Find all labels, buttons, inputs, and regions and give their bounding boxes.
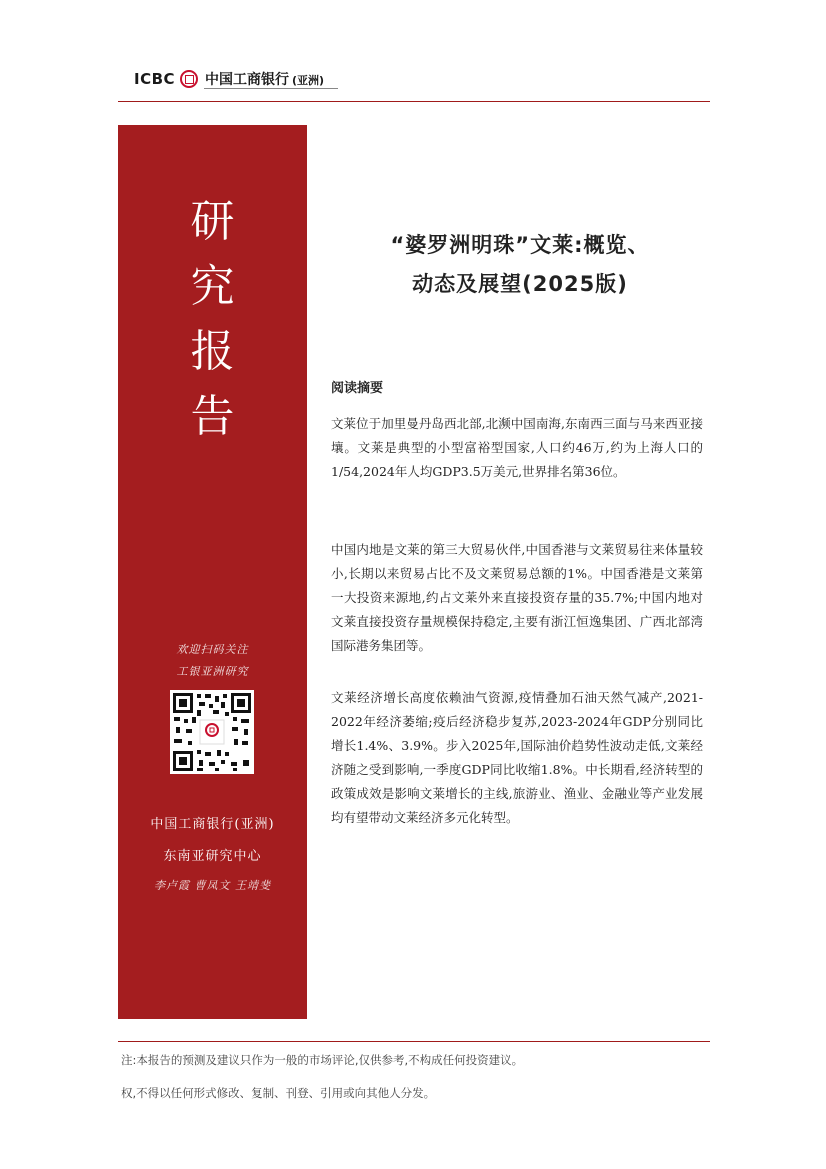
- bank-name-suffix: (亚洲): [292, 74, 325, 87]
- header-divider: [118, 101, 710, 102]
- bank-name-main: 中国工商银行: [205, 72, 290, 88]
- abstract-heading: 阅读摘要: [331, 381, 384, 396]
- qr-code-icon: [170, 690, 254, 774]
- report-title-char-4: 告: [190, 391, 235, 442]
- footer-divider: [118, 1041, 710, 1042]
- follow-text-line2: 工银亚洲研究: [176, 665, 249, 678]
- report-title-char-1: 研: [190, 196, 235, 247]
- authors: 李卢霞 曹凤文 王靖斐: [154, 879, 271, 892]
- icbc-logo: [134, 69, 324, 89]
- disclaimer-note-1: 注:本报告的预测及建议只作为一般的市场评论,仅供参考,不构成任何投资建议。: [121, 1053, 524, 1067]
- document-title-line1: “婆罗洲明珠”文莱:概览、: [390, 233, 650, 257]
- sidebar-panel: [118, 125, 307, 1019]
- bank-name: [205, 69, 324, 89]
- report-title-char-2: 究: [190, 261, 235, 312]
- document-title-line2: 动态及展望(2025版): [412, 272, 628, 296]
- logo-text: ICBC: [134, 70, 176, 88]
- page-header: [118, 66, 710, 102]
- report-title-char-3: 报: [190, 326, 235, 377]
- org-name-line1: 中国工商银行(亚洲): [150, 817, 275, 832]
- follow-text-line1: 欢迎扫码关注: [176, 643, 249, 656]
- disclaimer-note-2: 权,不得以任何形式修改、复制、刊登、引用或向其他人分发。: [121, 1086, 436, 1100]
- abstract-paragraph-2: 中国内地是文莱的第三大贸易伙伴,中国香港与文莱贸易往来体量较小,长期以来贸易占比不及文莱贸易总额的1%。中国香港是文莱第一大投资来源地,约占文莱外来直接投资存量的35.7%;中国内地对文莱直接投资存量规模保持稳定,主要有浙江恒逸集团、广西北部湾国际港务集团等。: [331, 542, 703, 653]
- abstract-paragraph-3: 文莱经济增长高度依赖油气资源,疫情叠加石油天然气减产,2021-2022年经济萎缩;疫后经济稳步复苏,2023-2024年GDP分别同比增长1.4%、3.9%。步入2025年,国际油价趋势性波动走低,文莱经济随之受到影响,一季度GDP同比收缩1.8%。中长期看,经济转型的政策成效是影响文莱增长的主线,旅游业、渔业、金融业等产业发展均有望带动文莱经济多元化转型。: [331, 690, 703, 825]
- icbc-logo-icon: [180, 70, 198, 88]
- logo-underline: [204, 88, 338, 89]
- abstract-paragraph-1: 文莱位于加里曼丹岛西北部,北濒中国南海,东南西三面与马来西亚接壤。文莱是典型的小型富裕型国家,人口约46万,约为上海人口的1/54,2024年人均GDP3.5万美元,世界排名第36位。: [331, 416, 703, 479]
- org-name-line2: 东南亚研究中心: [163, 849, 262, 864]
